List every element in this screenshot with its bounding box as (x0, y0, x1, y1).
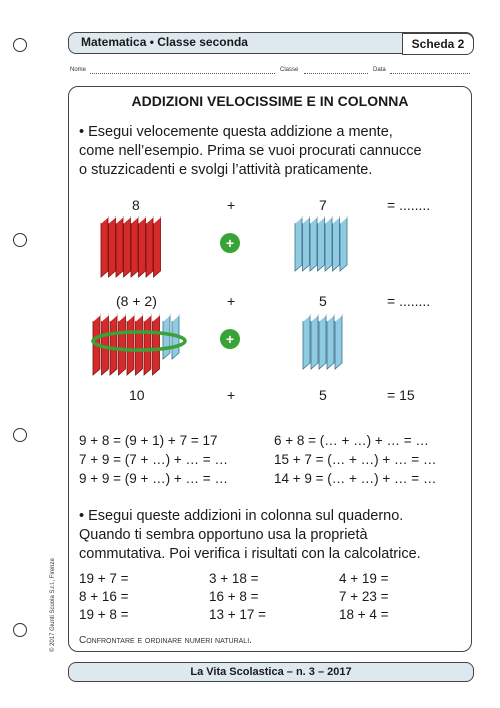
exercise: 8 + 16 = (79, 589, 129, 604)
plus-icon: + (220, 233, 240, 253)
row2-addend-b: 5 (319, 293, 327, 309)
stick (335, 315, 342, 369)
row1-result: = ........ (387, 197, 431, 213)
exercise: 13 + 17 = (209, 607, 267, 622)
copyright: © 2017 Giunti Scuola S.r.l., Firenze (50, 558, 56, 652)
binder-hole-lower (13, 428, 27, 442)
stick (119, 315, 126, 375)
blue-sticks-5 (299, 311, 359, 379)
exercise: 16 + 8 = (209, 589, 259, 604)
stick (327, 315, 334, 369)
sheet-label: Scheda 2 (402, 33, 474, 55)
exercise: 3 + 18 = (209, 571, 259, 586)
stick (303, 217, 310, 271)
exercise: 18 + 4 = (339, 607, 389, 622)
exercises-right (274, 431, 436, 488)
stick (303, 315, 310, 369)
instruction-2: • Esegui queste addizioni in colonna sul quaderno. Quando ti sembra opportuno usa la proprietà commutativa. Poi verifica i risultati con la calcolatrice. (79, 508, 421, 562)
stick (295, 217, 302, 271)
name-line (90, 73, 275, 74)
stick (139, 217, 146, 277)
exercises-left (79, 431, 228, 488)
row1-addend-a: 8 (132, 197, 140, 213)
stick (110, 315, 117, 375)
stick (325, 217, 332, 271)
stick (116, 217, 123, 277)
binder-hole-upper (13, 233, 27, 247)
stick (163, 315, 170, 359)
row1-operator: + (227, 197, 236, 213)
stick (319, 315, 326, 369)
page-title: ADDIZIONI VELOCISSIME E IN COLONNA (131, 93, 409, 109)
column-exercises-2 (209, 570, 266, 624)
exercise-box (68, 86, 472, 652)
stick (124, 217, 131, 277)
row2-result: = ........ (387, 293, 431, 309)
date-line (390, 73, 470, 74)
row3-operator: + (227, 387, 236, 403)
topic-note: Confrontare e ordinare numeri naturali. (79, 635, 252, 646)
date-label: Data (373, 67, 386, 73)
exercise: 7 + 9 = (7 + …) + … = … (79, 452, 228, 467)
row3-result: = 15 (387, 387, 415, 403)
stick (311, 315, 318, 369)
stick (146, 217, 153, 277)
stick (340, 217, 347, 271)
stick (318, 217, 325, 271)
column-exercises-1 (79, 570, 129, 624)
subject-title: Matematica • Classe seconda (81, 35, 248, 49)
stick (333, 217, 340, 271)
binder-hole-bottom (13, 623, 27, 637)
exercise: 15 + 7 = (… + …) + … = … (274, 452, 437, 467)
bottom-bar: La Vita Scolastica – n. 3 – 2017 (68, 662, 474, 682)
stick (144, 315, 151, 375)
stick (101, 217, 108, 277)
stick (310, 217, 317, 271)
stick (154, 217, 161, 277)
red-sticks-8 (99, 213, 169, 281)
binder-hole-top (13, 38, 27, 52)
row1-addend-b: 7 (319, 197, 327, 213)
exercise: 19 + 8 = (79, 607, 129, 622)
exercise: 4 + 19 = (339, 571, 389, 586)
row2-operator: + (227, 293, 236, 309)
plus-icon-2: + (220, 329, 240, 349)
blue-sticks-7 (291, 213, 361, 281)
stick (136, 315, 143, 375)
exercise: 6 + 8 = (… + …) + … = … (274, 433, 429, 448)
row3-addend-b: 5 (319, 387, 327, 403)
class-line (304, 73, 368, 74)
stick (131, 217, 138, 277)
exercise: 7 + 23 = (339, 589, 389, 604)
name-label: Nome (70, 67, 87, 73)
instruction-1: • Esegui velocemente questa addizione a mente, come nell’esempio. Prima se vuoi procurati cannucce o stuzzicadenti e svolgi l’attività praticamente. (79, 124, 422, 178)
exercise: 14 + 9 = (… + …) + … = … (274, 471, 437, 486)
class-label: Classe (280, 67, 299, 73)
column-exercises-3 (339, 570, 389, 624)
stick (153, 315, 160, 375)
exercise: 9 + 8 = (9 + 1) + 7 = 17 (79, 433, 218, 448)
row3-addend-a: 10 (129, 387, 145, 403)
red-sticks-ten-bundle (91, 311, 191, 381)
stick (127, 315, 134, 375)
exercise: 9 + 9 = (9 + …) + … = … (79, 471, 228, 486)
exercise: 19 + 7 = (79, 571, 129, 586)
stick (109, 217, 116, 277)
row2-addend-a: (8 + 2) (116, 293, 157, 309)
